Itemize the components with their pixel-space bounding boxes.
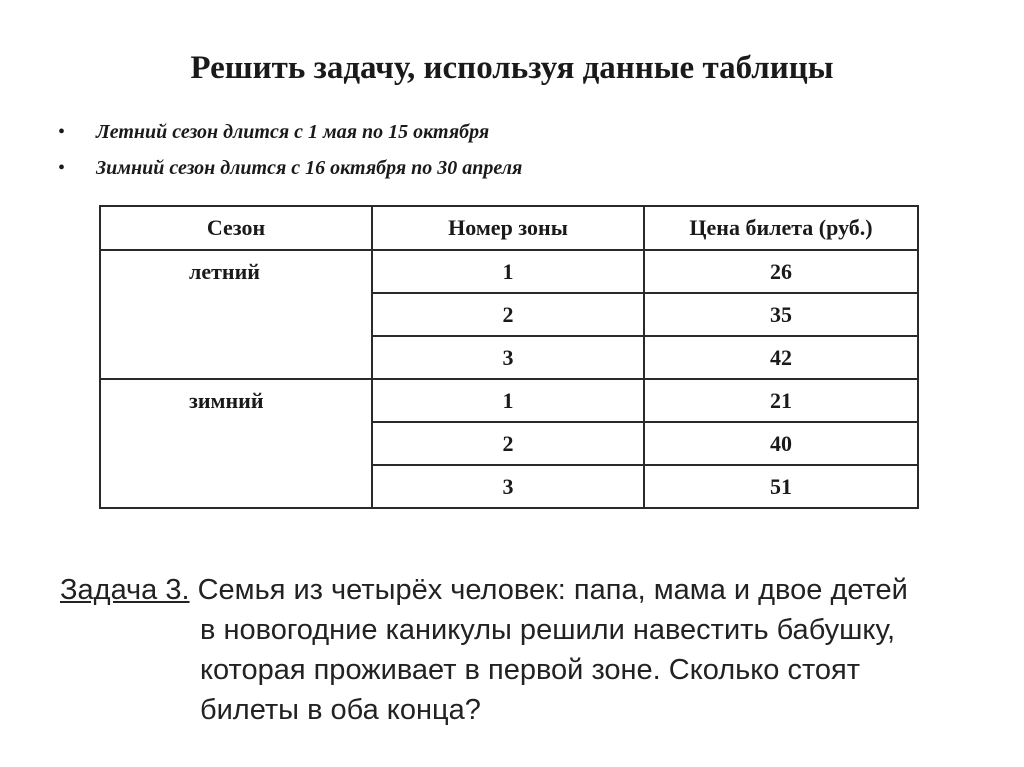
bullet-icon: • bbox=[58, 121, 66, 143]
page-title: Решить задачу, используя данные таблицы bbox=[190, 50, 834, 86]
task-line bbox=[60, 570, 980, 610]
zone-cell: 2 bbox=[372, 422, 644, 465]
price-cell: 51 bbox=[644, 465, 918, 508]
task-line: в новогодние каникулы решили навестить бабушку, bbox=[200, 614, 896, 646]
header-zone: Номер зоны bbox=[372, 206, 644, 250]
bullet-icon: • bbox=[58, 157, 66, 179]
zone-cell: 1 bbox=[372, 250, 644, 293]
season-cell-summer: летний bbox=[100, 250, 372, 379]
task-text bbox=[60, 570, 980, 730]
zone-cell: 3 bbox=[372, 465, 644, 508]
task-line-text: Семья из четырёх человек: папа, мама и двое детей bbox=[197, 574, 908, 606]
season-note-text: Летний сезон длится с 1 мая по 15 октября bbox=[96, 121, 490, 143]
task-label: Задача 3. bbox=[60, 574, 190, 606]
zone-cell: 3 bbox=[372, 336, 644, 379]
season-note-winter bbox=[58, 150, 522, 186]
table-row bbox=[100, 379, 918, 422]
season-note-text: Зимний сезон длится с 16 октября по 30 апреля bbox=[96, 157, 523, 179]
price-cell: 42 bbox=[644, 336, 918, 379]
price-cell: 35 bbox=[644, 293, 918, 336]
header-price: Цена билета (руб.) bbox=[644, 206, 918, 250]
price-cell: 26 bbox=[644, 250, 918, 293]
price-cell: 21 bbox=[644, 379, 918, 422]
task-line: которая проживает в первой зоне. Сколько стоят bbox=[200, 654, 861, 686]
price-cell: 40 bbox=[644, 422, 918, 465]
zone-cell: 1 bbox=[372, 379, 644, 422]
table-header-row bbox=[100, 206, 918, 250]
zone-cell: 2 bbox=[372, 293, 644, 336]
header-season: Сезон bbox=[100, 206, 372, 250]
season-note-summer bbox=[58, 114, 522, 150]
season-cell-winter: зимний bbox=[100, 379, 372, 508]
ticket-price-table bbox=[99, 205, 919, 509]
task-line: билеты в оба конца? bbox=[200, 694, 481, 726]
season-notes-list bbox=[58, 114, 522, 186]
table-row bbox=[100, 250, 918, 293]
